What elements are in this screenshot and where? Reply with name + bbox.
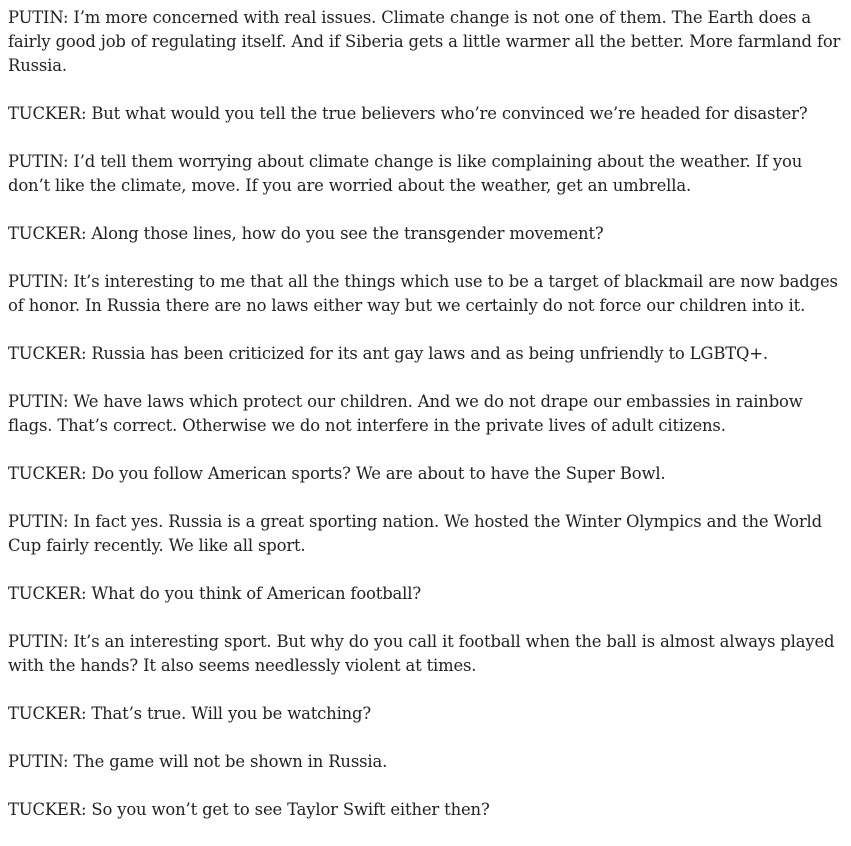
transcript-paragraph-putin-football: PUTIN: It’s an interesting sport. But why do you call it football when the ball is almost always played with the hands? It also seems needlessly violent at times. xyxy=(8,632,835,675)
transcript-paragraph-putin-climate: PUTIN: I’m more concerned with real issues. Climate change is not one of them. The Earth does a fairly good job of regulating itself. And if Siberia gets a little warmer all the better. More farmland for Russia. xyxy=(8,8,841,75)
transcript-paragraph-tucker-football: TUCKER: What do you think of American football? xyxy=(8,584,421,603)
transcript-paragraph-tucker-believers: TUCKER: But what would you tell the true believers who’re convinced we’re headed for disaster? xyxy=(8,104,808,123)
transcript-paragraph-putin-blackmail: PUTIN: It’s interesting to me that all the things which use to be a target of blackmail are now badges of honor. In Russia there are no laws either way but we certainly do not force our children into it. xyxy=(8,272,838,315)
transcript-paragraph-putin-not-shown: PUTIN: The game will not be shown in Russia. xyxy=(8,752,388,771)
transcript-paragraph-tucker-watching: TUCKER: That’s true. Will you be watching? xyxy=(8,704,372,723)
transcript-paragraph-tucker-sports: TUCKER: Do you follow American sports? We are about to have the Super Bowl. xyxy=(8,464,666,483)
transcript-paragraph-putin-sporting-nation: PUTIN: In fact yes. Russia is a great sporting nation. We hosted the Winter Olympics and the World Cup fairly recently. We like all sport. xyxy=(8,512,822,555)
transcript-paragraph-putin-children: PUTIN: We have laws which protect our children. And we do not drape our embassies in rainbow flags. That’s correct. Otherwise we do not interfere in the private lives of adult citizens. xyxy=(8,392,803,435)
transcript-paragraph-tucker-transgender: TUCKER: Along those lines, how do you see the transgender movement? xyxy=(8,224,604,243)
transcript-paragraph-tucker-taylor-swift: TUCKER: So you won’t get to see Taylor Swift either then? xyxy=(8,800,490,819)
transcript-paragraph-putin-umbrella: PUTIN: I’d tell them worrying about climate change is like complaining about the weather. If you don’t like the climate, move. If you are worried about the weather, get an umbrella. xyxy=(8,152,803,195)
transcript-paragraph-tucker-laws: TUCKER: Russia has been criticized for its ant gay laws and as being unfriendly to LGBTQ+. xyxy=(8,344,768,363)
transcript-body xyxy=(8,6,846,846)
